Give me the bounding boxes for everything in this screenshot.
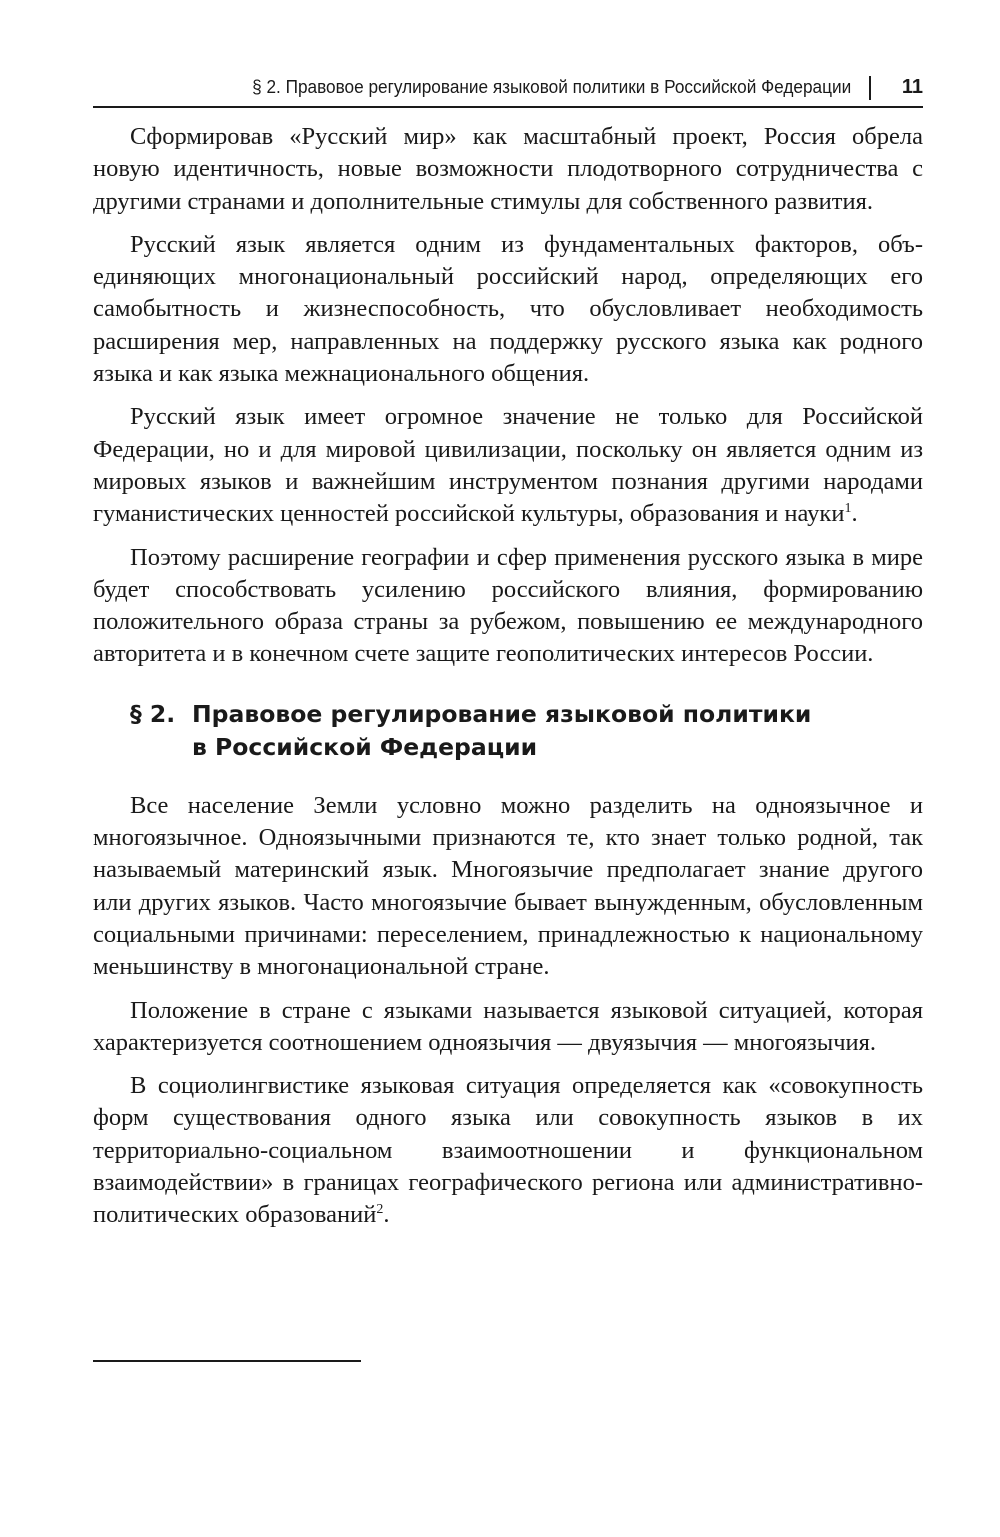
header-rule bbox=[93, 106, 923, 108]
footnote-ref[interactable]: 1 bbox=[844, 501, 852, 517]
paragraph-text: Русский язык имеет огромное значение не только для Российской Федерации, но и для мировой цивилизации, поскольку он является одним из мировых языков и важнейшим инструментом познания другими народами гуманистических ценностей российской культуры, образования и науки bbox=[93, 403, 923, 528]
page-body bbox=[93, 121, 923, 1243]
paragraph: Сформировав «Русский мир» как масштабный проект, Россия обрела новую идентичность, новые возможности плодотворного сотрудничества с другими странами и дополнительные стимулы для собственного развития. bbox=[93, 123, 923, 215]
section-title-line: Правовое регулирование языковой политики bbox=[192, 699, 812, 728]
running-head bbox=[93, 72, 923, 102]
running-title: § 2. Правовое регулирование языковой политики в Российской Федерации bbox=[251, 76, 851, 97]
header-separator bbox=[869, 76, 871, 100]
page-number: 11 bbox=[901, 76, 923, 98]
section-title bbox=[192, 698, 923, 764]
paragraph: Русский язык является одним из фундаментальных факторов, объединяющих многонациональный российский народ, определяющих его самобытность и жизнеспособность, что обусловливает необходимость расширения мер, направленных на поддержку русского языка как родного языка и как языка межнационального общения. bbox=[93, 230, 923, 388]
paragraph-with-footnote bbox=[93, 401, 923, 530]
paragraph: Все население Земли условно можно разделить на одноязычное и многоязычное. Одноязычными признаются те, кто знает только родной, так называемый материнский язык. Многоязычие предполагает знание другого или других языков. Часто многоязычие бывает вынужденным, обусловленным социальными причинами: переселением, принадлежностью к национальному меньшинству в многонациональной стране. bbox=[93, 791, 923, 981]
paragraph-end: . bbox=[383, 1201, 390, 1229]
footnote-separator bbox=[93, 1360, 361, 1362]
paragraph-with-footnote bbox=[93, 1070, 923, 1231]
section-heading bbox=[130, 698, 923, 764]
paragraph: Поэтому расширение географии и сфер применения русского языка в мире будет способствовать усилению российского влияния, формированию положительного образа страны за рубежом, повышению ее международного авторитета и в конечном счете защите геополитических интересов России. bbox=[93, 543, 923, 668]
paragraph: Положение в стране с языками называется языковой ситуацией, которая характеризуется соотношением одноязычия — двуязычия — многоязычия. bbox=[93, 996, 923, 1056]
section-title-line: в Российской Федерации bbox=[192, 732, 538, 761]
paragraph-end: . bbox=[851, 500, 858, 528]
footnote-ref[interactable]: 2 bbox=[376, 1202, 384, 1218]
paragraph-text: В социолингвистике языковая ситуация определяется как «совокупность форм существования одного языка или совокупность языков в их территориально-социальном взаимоотношении и функциональном взаимодействии» в границах географического региона или административно-политических образований bbox=[93, 1072, 923, 1229]
section-number: § 2. bbox=[130, 699, 176, 728]
